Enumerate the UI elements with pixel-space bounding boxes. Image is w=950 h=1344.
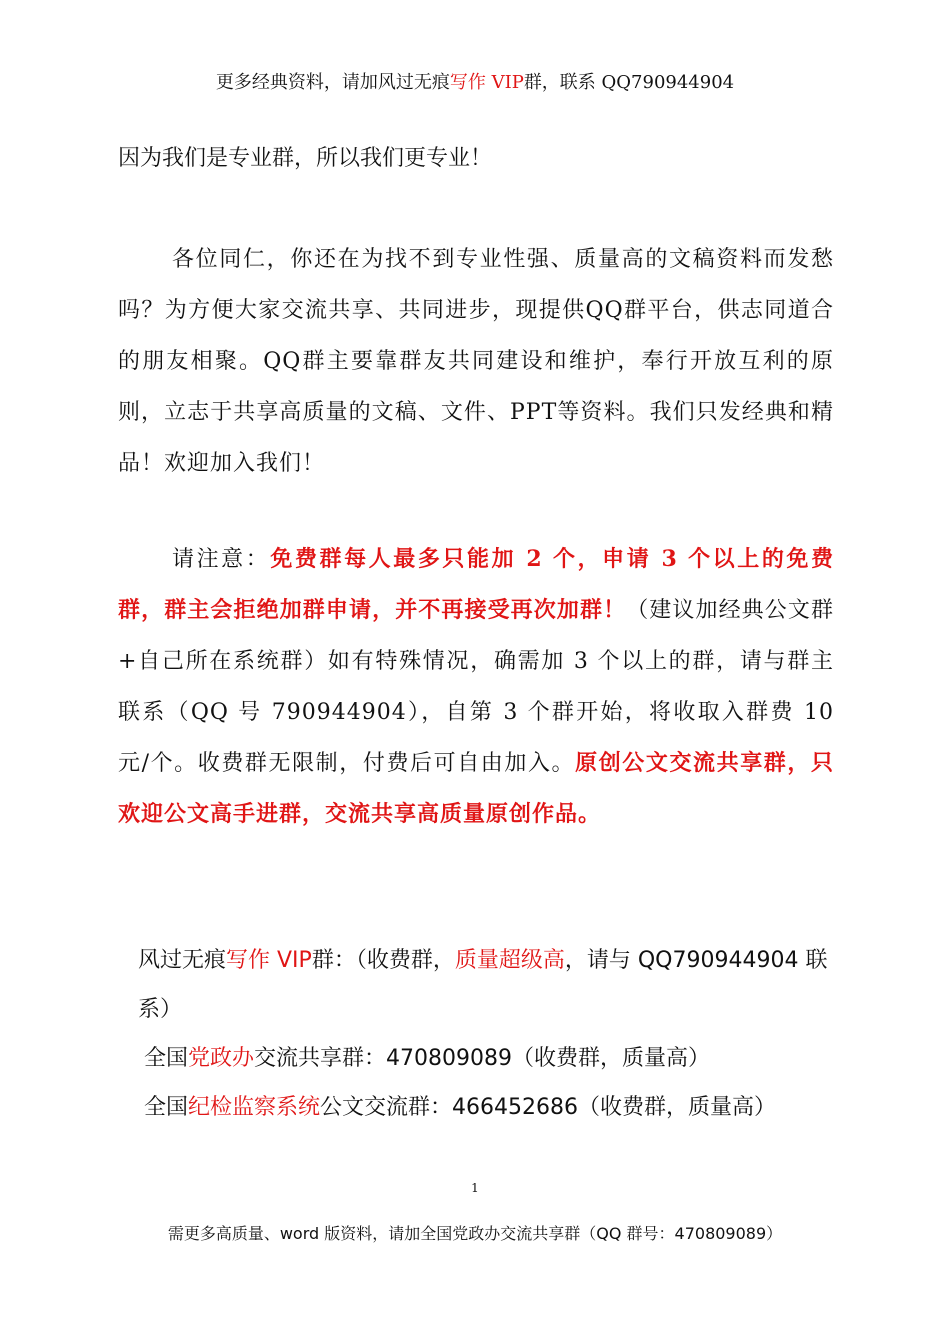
page-number: 1 [471,1181,479,1195]
notice-original-group: 原创公文交流共享群，只欢迎公文高手进群，交流共享高质量原创作品。 [118,750,834,827]
group-prefix: 全国 [144,1095,189,1120]
group-item-party-office [118,1034,834,1083]
header-text-b: 群，联系 QQ790944904 [523,72,735,93]
group-highlight: 写作 VIP [226,948,312,973]
notice-warning: 免费群每人最多只能加 2 个，申请 3 个以上的免费群，群主会拒绝加群申请，并不再接受再次加群！ [118,546,834,623]
intro-paragraph: 各位同仁，你还在为找不到专业性强、质量高的文稿资料而发愁吗？为方便大家交流共享、共同进步，现提供QQ群平台，供志同道合的朋友相聚。QQ群主要靠群友共同建设和维护，奉行开放互利的原则，立志于共享高质量的文稿、文件、PPT等资料。我们只发经典和精品！欢迎加入我们！ [118,247,834,476]
group-prefix: 风过无痕 [138,948,227,973]
group-highlight: 纪检监察系统 [188,1095,321,1120]
notice-paragraph [118,534,834,840]
footer-banner: 需更多高质量、word 版资料，请加全国党政办交流共享群（QQ 群号：470809089） [167,1224,783,1243]
group-mid: 群：（收费群， [311,948,455,973]
slogan-heading: 因为我们是专业群，所以我们更专业！ [118,146,493,171]
group-suffix: 交流共享群：470809089（收费群，质量高） [254,1046,711,1071]
group-list [118,936,834,1132]
group-item-discipline [118,1083,834,1132]
group-highlight: 党政办 [188,1046,255,1071]
group-quality-highlight: 质量超级高 [454,948,565,973]
header-banner [0,70,950,96]
group-suffix: 公文交流群：466452686（收费群，质量高） [320,1095,777,1120]
notice-details: （建议加经典公文群+自己所在系统群）如有特殊情况，确需加 3 个以上的群，请与群主联系（QQ 号 790944904），自第 3 个群开始，将收取入群费 10 元/个。收费群无限制，付费后可自由加入。 [118,598,834,776]
header-vip-highlight: 写作 VIP [449,72,524,93]
header-text-a: 更多经典资料，请加风过无痕 [215,72,450,93]
notice-label: 请注意： [172,547,271,572]
group-suffix: ，请与 QQ790944904 联系） [138,948,828,1022]
group-item-vip [118,936,834,1034]
group-prefix: 全国 [144,1046,189,1071]
